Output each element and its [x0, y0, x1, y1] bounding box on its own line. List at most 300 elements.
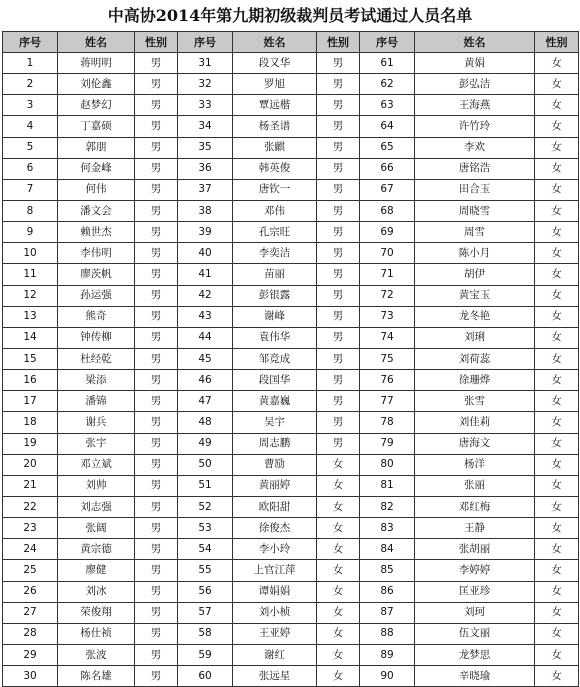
- cell-index: 47: [178, 391, 233, 412]
- cell-gender: 女: [535, 581, 579, 602]
- table-row: [3, 666, 579, 687]
- cell-name: 廖茨帆: [58, 264, 135, 285]
- col-header-index: 序号: [360, 32, 415, 53]
- cell-name: 周雪: [415, 222, 535, 243]
- cell-name: 邹竞成: [233, 348, 317, 369]
- cell-name: 王静: [415, 518, 535, 539]
- cell-name: 刘荷蕊: [415, 348, 535, 369]
- cell-index: 15: [3, 348, 58, 369]
- cell-index: 36: [178, 158, 233, 179]
- cell-name: 陈小月: [415, 243, 535, 264]
- cell-gender: 男: [135, 74, 178, 95]
- cell-gender: 女: [535, 264, 579, 285]
- col-header-index: 序号: [3, 32, 58, 53]
- cell-index: 54: [178, 539, 233, 560]
- table-row: [3, 327, 579, 348]
- cell-name: 谭娟娟: [233, 581, 317, 602]
- cell-index: 79: [360, 433, 415, 454]
- cell-gender: 男: [135, 179, 178, 200]
- cell-name: 张胡丽: [415, 539, 535, 560]
- cell-index: 76: [360, 370, 415, 391]
- cell-index: 80: [360, 454, 415, 475]
- table-row: [3, 644, 579, 665]
- cell-index: 11: [3, 264, 58, 285]
- cell-gender: 女: [535, 222, 579, 243]
- cell-name: 孙运强: [58, 285, 135, 306]
- cell-name: 李伟明: [58, 243, 135, 264]
- cell-name: 彭银露: [233, 285, 317, 306]
- cell-name: 钟传柳: [58, 327, 135, 348]
- cell-name: 唐钦一: [233, 179, 317, 200]
- table-row: [3, 74, 579, 95]
- cell-gender: 女: [535, 74, 579, 95]
- cell-gender: 女: [535, 116, 579, 137]
- cell-index: 44: [178, 327, 233, 348]
- cell-gender: 男: [135, 666, 178, 687]
- cell-index: 4: [3, 116, 58, 137]
- cell-gender: 女: [535, 644, 579, 665]
- cell-name: 刘志强: [58, 496, 135, 517]
- cell-gender: 男: [317, 74, 360, 95]
- cell-index: 43: [178, 306, 233, 327]
- cell-gender: 女: [535, 496, 579, 517]
- cell-name: 蒋明明: [58, 53, 135, 74]
- cell-gender: 男: [317, 370, 360, 391]
- cell-index: 90: [360, 666, 415, 687]
- cell-name: 谢兵: [58, 412, 135, 433]
- table-row: [3, 496, 579, 517]
- cell-gender: 女: [535, 348, 579, 369]
- table-row: [3, 348, 579, 369]
- cell-name: 罗旭: [233, 74, 317, 95]
- cell-index: 74: [360, 327, 415, 348]
- cell-gender: 女: [535, 412, 579, 433]
- cell-index: 6: [3, 158, 58, 179]
- cell-index: 1: [3, 53, 58, 74]
- table-row: [3, 391, 579, 412]
- cell-name: 王亚婷: [233, 623, 317, 644]
- cell-gender: 男: [135, 95, 178, 116]
- cell-index: 33: [178, 95, 233, 116]
- cell-gender: 女: [535, 518, 579, 539]
- cell-name: 郭朋: [58, 137, 135, 158]
- results-table: [2, 31, 579, 687]
- cell-index: 57: [178, 602, 233, 623]
- cell-index: 67: [360, 179, 415, 200]
- cell-index: 35: [178, 137, 233, 158]
- table-row: [3, 623, 579, 644]
- cell-gender: 女: [535, 327, 579, 348]
- cell-name: 龙梦思: [415, 644, 535, 665]
- cell-name: 辛晓瑜: [415, 666, 535, 687]
- cell-gender: 男: [317, 243, 360, 264]
- cell-gender: 女: [317, 454, 360, 475]
- cell-name: 袁伟华: [233, 327, 317, 348]
- cell-name: 何伟: [58, 179, 135, 200]
- cell-gender: 女: [535, 306, 579, 327]
- table-row: [3, 137, 579, 158]
- table-row: [3, 581, 579, 602]
- cell-gender: 男: [135, 370, 178, 391]
- cell-index: 21: [3, 475, 58, 496]
- cell-gender: 女: [535, 454, 579, 475]
- cell-gender: 男: [317, 285, 360, 306]
- cell-name: 黄丽婷: [233, 475, 317, 496]
- cell-gender: 女: [535, 243, 579, 264]
- cell-gender: 女: [317, 560, 360, 581]
- cell-name: 徐俊杰: [233, 518, 317, 539]
- cell-index: 48: [178, 412, 233, 433]
- cell-gender: 男: [317, 433, 360, 454]
- cell-gender: 男: [317, 222, 360, 243]
- cell-gender: 男: [135, 53, 178, 74]
- cell-name: 黄嘉巍: [233, 391, 317, 412]
- cell-name: 梁添: [58, 370, 135, 391]
- cell-index: 87: [360, 602, 415, 623]
- table-row: [3, 179, 579, 200]
- cell-gender: 男: [317, 327, 360, 348]
- cell-index: 52: [178, 496, 233, 517]
- cell-gender: 男: [135, 243, 178, 264]
- cell-name: 唐铭浩: [415, 158, 535, 179]
- cell-gender: 女: [535, 370, 579, 391]
- cell-gender: 男: [135, 433, 178, 454]
- cell-index: 73: [360, 306, 415, 327]
- cell-name: 谢红: [233, 644, 317, 665]
- table-row: [3, 243, 579, 264]
- cell-gender: 男: [135, 285, 178, 306]
- cell-index: 62: [360, 74, 415, 95]
- cell-name: 李小玲: [233, 539, 317, 560]
- cell-gender: 男: [135, 158, 178, 179]
- cell-gender: 女: [317, 581, 360, 602]
- cell-gender: 男: [135, 496, 178, 517]
- cell-index: 69: [360, 222, 415, 243]
- cell-index: 45: [178, 348, 233, 369]
- cell-index: 25: [3, 560, 58, 581]
- cell-gender: 女: [317, 623, 360, 644]
- col-header-name: 姓名: [415, 32, 535, 53]
- cell-name: 赖世杰: [58, 222, 135, 243]
- cell-index: 22: [3, 496, 58, 517]
- cell-index: 12: [3, 285, 58, 306]
- cell-gender: 女: [535, 285, 579, 306]
- cell-index: 85: [360, 560, 415, 581]
- cell-name: 张宇: [58, 433, 135, 454]
- cell-name: 孔宗旺: [233, 222, 317, 243]
- cell-name: 刘帅: [58, 475, 135, 496]
- cell-name: 潘文会: [58, 200, 135, 221]
- cell-index: 60: [178, 666, 233, 687]
- cell-gender: 男: [317, 391, 360, 412]
- col-header-gender: 性别: [135, 32, 178, 53]
- cell-name: 胡伊: [415, 264, 535, 285]
- cell-name: 许竹玲: [415, 116, 535, 137]
- cell-index: 18: [3, 412, 58, 433]
- cell-gender: 女: [535, 179, 579, 200]
- cell-index: 16: [3, 370, 58, 391]
- cell-gender: 男: [317, 116, 360, 137]
- cell-index: 34: [178, 116, 233, 137]
- cell-gender: 女: [317, 539, 360, 560]
- cell-index: 49: [178, 433, 233, 454]
- cell-name: 荣俊翔: [58, 602, 135, 623]
- col-header-gender: 性别: [535, 32, 579, 53]
- cell-gender: 男: [135, 116, 178, 137]
- table-row: [3, 95, 579, 116]
- cell-index: 23: [3, 518, 58, 539]
- cell-gender: 男: [135, 475, 178, 496]
- cell-index: 17: [3, 391, 58, 412]
- cell-gender: 男: [317, 158, 360, 179]
- cell-index: 89: [360, 644, 415, 665]
- cell-gender: 男: [317, 95, 360, 116]
- cell-index: 19: [3, 433, 58, 454]
- cell-name: 吴宇: [233, 412, 317, 433]
- cell-gender: 女: [535, 433, 579, 454]
- cell-index: 53: [178, 518, 233, 539]
- cell-name: 田合玉: [415, 179, 535, 200]
- table-row: [3, 412, 579, 433]
- cell-name: 熊奇: [58, 306, 135, 327]
- cell-gender: 男: [317, 306, 360, 327]
- cell-index: 63: [360, 95, 415, 116]
- cell-name: 伍文丽: [415, 623, 535, 644]
- cell-index: 28: [3, 623, 58, 644]
- cell-gender: 女: [535, 623, 579, 644]
- cell-gender: 男: [135, 264, 178, 285]
- cell-gender: 男: [317, 412, 360, 433]
- cell-gender: 男: [135, 454, 178, 475]
- cell-gender: 男: [135, 200, 178, 221]
- cell-index: 56: [178, 581, 233, 602]
- cell-name: 廖健: [58, 560, 135, 581]
- cell-gender: 女: [535, 158, 579, 179]
- cell-index: 83: [360, 518, 415, 539]
- table-row: [3, 539, 579, 560]
- cell-index: 78: [360, 412, 415, 433]
- cell-index: 20: [3, 454, 58, 475]
- cell-name: 黄宝玉: [415, 285, 535, 306]
- cell-index: 40: [178, 243, 233, 264]
- cell-name: 欧阳甜: [233, 496, 317, 517]
- cell-index: 65: [360, 137, 415, 158]
- cell-name: 刘冰: [58, 581, 135, 602]
- header-row: [3, 32, 579, 53]
- cell-index: 38: [178, 200, 233, 221]
- cell-index: 86: [360, 581, 415, 602]
- cell-name: 徐珊烨: [415, 370, 535, 391]
- cell-index: 39: [178, 222, 233, 243]
- col-header-index: 序号: [178, 32, 233, 53]
- table-row: [3, 560, 579, 581]
- cell-index: 29: [3, 644, 58, 665]
- cell-gender: 女: [535, 137, 579, 158]
- cell-index: 9: [3, 222, 58, 243]
- cell-name: 张波: [58, 644, 135, 665]
- cell-index: 68: [360, 200, 415, 221]
- cell-name: 杜经乾: [58, 348, 135, 369]
- cell-gender: 男: [135, 560, 178, 581]
- cell-index: 61: [360, 53, 415, 74]
- cell-gender: 女: [317, 496, 360, 517]
- cell-gender: 男: [317, 137, 360, 158]
- cell-gender: 女: [535, 53, 579, 74]
- table-row: [3, 285, 579, 306]
- cell-index: 27: [3, 602, 58, 623]
- cell-index: 3: [3, 95, 58, 116]
- cell-gender: 男: [317, 348, 360, 369]
- cell-index: 59: [178, 644, 233, 665]
- cell-name: 刘珂: [415, 602, 535, 623]
- cell-gender: 男: [135, 412, 178, 433]
- cell-name: 张雪: [415, 391, 535, 412]
- cell-gender: 女: [535, 560, 579, 581]
- cell-gender: 女: [317, 602, 360, 623]
- cell-index: 8: [3, 200, 58, 221]
- cell-gender: 男: [317, 264, 360, 285]
- cell-name: 杨洋: [415, 454, 535, 475]
- cell-name: 刘伦鑫: [58, 74, 135, 95]
- cell-name: 上官江萍: [233, 560, 317, 581]
- cell-name: 陈名雄: [58, 666, 135, 687]
- col-header-gender: 性别: [317, 32, 360, 53]
- cell-gender: 男: [135, 518, 178, 539]
- cell-gender: 男: [135, 644, 178, 665]
- cell-index: 37: [178, 179, 233, 200]
- cell-gender: 男: [317, 53, 360, 74]
- cell-index: 55: [178, 560, 233, 581]
- cell-name: 潘锦: [58, 391, 135, 412]
- cell-name: 杨圣谱: [233, 116, 317, 137]
- cell-index: 41: [178, 264, 233, 285]
- cell-name: 刘琍: [415, 327, 535, 348]
- cell-name: 匡亚珍: [415, 581, 535, 602]
- cell-index: 75: [360, 348, 415, 369]
- col-header-name: 姓名: [58, 32, 135, 53]
- table-row: [3, 475, 579, 496]
- cell-index: 31: [178, 53, 233, 74]
- cell-index: 42: [178, 285, 233, 306]
- cell-index: 71: [360, 264, 415, 285]
- cell-index: 26: [3, 581, 58, 602]
- cell-gender: 男: [135, 623, 178, 644]
- cell-gender: 女: [535, 666, 579, 687]
- table-row: [3, 306, 579, 327]
- cell-name: 龙冬艳: [415, 306, 535, 327]
- cell-name: 韩英俊: [233, 158, 317, 179]
- cell-index: 72: [360, 285, 415, 306]
- cell-name: 黄宗德: [58, 539, 135, 560]
- cell-gender: 男: [135, 348, 178, 369]
- cell-index: 84: [360, 539, 415, 560]
- cell-gender: 男: [135, 581, 178, 602]
- cell-index: 2: [3, 74, 58, 95]
- cell-gender: 男: [135, 306, 178, 327]
- cell-index: 58: [178, 623, 233, 644]
- cell-index: 64: [360, 116, 415, 137]
- cell-gender: 女: [535, 95, 579, 116]
- cell-index: 77: [360, 391, 415, 412]
- table-row: [3, 454, 579, 475]
- table-row: [3, 200, 579, 221]
- cell-gender: 男: [135, 137, 178, 158]
- table-row: [3, 370, 579, 391]
- cell-name: 李欢: [415, 137, 535, 158]
- cell-name: 张阔: [58, 518, 135, 539]
- cell-gender: 男: [135, 222, 178, 243]
- cell-gender: 女: [535, 200, 579, 221]
- cell-index: 10: [3, 243, 58, 264]
- cell-name: 赵梦幻: [58, 95, 135, 116]
- cell-gender: 男: [317, 179, 360, 200]
- cell-name: 段又华: [233, 53, 317, 74]
- cell-name: 邓伟: [233, 200, 317, 221]
- cell-index: 81: [360, 475, 415, 496]
- col-header-name: 姓名: [233, 32, 317, 53]
- table-row: [3, 53, 579, 74]
- cell-index: 82: [360, 496, 415, 517]
- table-row: [3, 158, 579, 179]
- cell-name: 曹励: [233, 454, 317, 475]
- cell-name: 周志鹏: [233, 433, 317, 454]
- table-row: [3, 602, 579, 623]
- cell-index: 5: [3, 137, 58, 158]
- cell-gender: 女: [535, 539, 579, 560]
- table-row: [3, 518, 579, 539]
- cell-name: 李奕洁: [233, 243, 317, 264]
- cell-name: 黄娟: [415, 53, 535, 74]
- cell-gender: 女: [317, 644, 360, 665]
- cell-index: 24: [3, 539, 58, 560]
- cell-index: 14: [3, 327, 58, 348]
- cell-index: 66: [360, 158, 415, 179]
- page-title: 中高协2014年第九期初级裁判员考试通过人员名单: [107, 6, 473, 25]
- cell-name: 段国华: [233, 370, 317, 391]
- cell-index: 7: [3, 179, 58, 200]
- cell-name: 周晓雪: [415, 200, 535, 221]
- table-row: [3, 264, 579, 285]
- cell-index: 88: [360, 623, 415, 644]
- cell-index: 32: [178, 74, 233, 95]
- cell-gender: 女: [535, 391, 579, 412]
- cell-index: 70: [360, 243, 415, 264]
- cell-name: 彭弘洁: [415, 74, 535, 95]
- cell-gender: 女: [317, 475, 360, 496]
- cell-index: 13: [3, 306, 58, 327]
- cell-gender: 男: [135, 539, 178, 560]
- cell-name: 王海燕: [415, 95, 535, 116]
- cell-index: 30: [3, 666, 58, 687]
- cell-name: 杨仕祯: [58, 623, 135, 644]
- cell-name: 张远星: [233, 666, 317, 687]
- cell-gender: 男: [317, 200, 360, 221]
- cell-index: 51: [178, 475, 233, 496]
- cell-name: 张丽: [415, 475, 535, 496]
- cell-name: 覃远楷: [233, 95, 317, 116]
- cell-gender: 女: [535, 475, 579, 496]
- cell-index: 46: [178, 370, 233, 391]
- cell-name: 唐海文: [415, 433, 535, 454]
- cell-name: 李婷婷: [415, 560, 535, 581]
- cell-name: 邓立斌: [58, 454, 135, 475]
- cell-name: 刘佳莉: [415, 412, 535, 433]
- cell-gender: 女: [317, 666, 360, 687]
- cell-gender: 男: [135, 602, 178, 623]
- cell-name: 苗丽: [233, 264, 317, 285]
- table-row: [3, 222, 579, 243]
- cell-name: 邓红梅: [415, 496, 535, 517]
